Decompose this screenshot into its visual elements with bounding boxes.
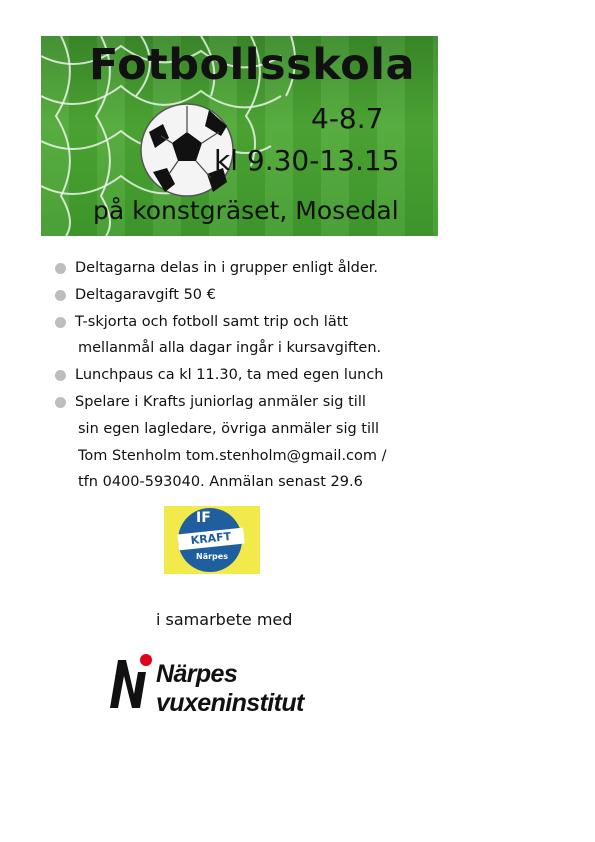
bullet-icon xyxy=(55,263,66,274)
cooperation-text: i samarbete med xyxy=(156,610,293,629)
if-kraft-logo xyxy=(164,506,260,574)
info-line: Deltagarna delas in i grupper enligt ålder. xyxy=(75,260,379,276)
logo-kraft-band: KRAFT xyxy=(177,528,244,551)
info-list-item xyxy=(55,282,415,309)
info-line: mellanmål alla dagar ingår i kursavgiften. xyxy=(78,340,382,357)
info-line: sin egen lagledare, övriga anmäler sig till xyxy=(78,420,380,437)
banner-date: 4-8.7 xyxy=(311,102,384,135)
info-list xyxy=(55,255,415,496)
banner-place: på konstgräset, Mosedal xyxy=(93,196,399,225)
bullet-icon xyxy=(55,397,66,408)
bullet-icon xyxy=(55,290,66,301)
header-banner xyxy=(41,36,438,236)
nvi-emblem-icon xyxy=(104,650,154,712)
info-list-item xyxy=(55,309,415,363)
bullet-icon xyxy=(55,370,66,381)
info-line: Tom Stenholm tom.stenholm@gmail.com / xyxy=(78,447,387,464)
info-line: Deltagaravgift 50 € xyxy=(75,286,216,303)
logo-if-text: IF xyxy=(196,510,211,526)
info-line: Spelare i Krafts juniorlag anmäler sig till xyxy=(75,393,366,410)
bullet-icon xyxy=(55,317,66,328)
info-list-item xyxy=(55,255,415,282)
info-line: T-skjorta och fotboll samt trip och lätt xyxy=(75,313,349,330)
info-list-item xyxy=(55,362,415,389)
info-line: tfn 0400-593040. Anmälan senast 29.6 xyxy=(78,474,363,491)
info-line: Lunchpaus ca kl 11.30, ta med egen lunch xyxy=(75,367,384,384)
nvi-name: Närpes vuxeninstitut xyxy=(156,660,304,717)
info-list-item xyxy=(55,389,415,496)
narpes-vuxeninstitut-logo xyxy=(104,650,374,717)
banner-time: kl 9.30-13.15 xyxy=(214,144,400,177)
banner-title: Fotbollsskola xyxy=(89,40,415,90)
logo-sub-text: Närpes xyxy=(196,552,228,561)
